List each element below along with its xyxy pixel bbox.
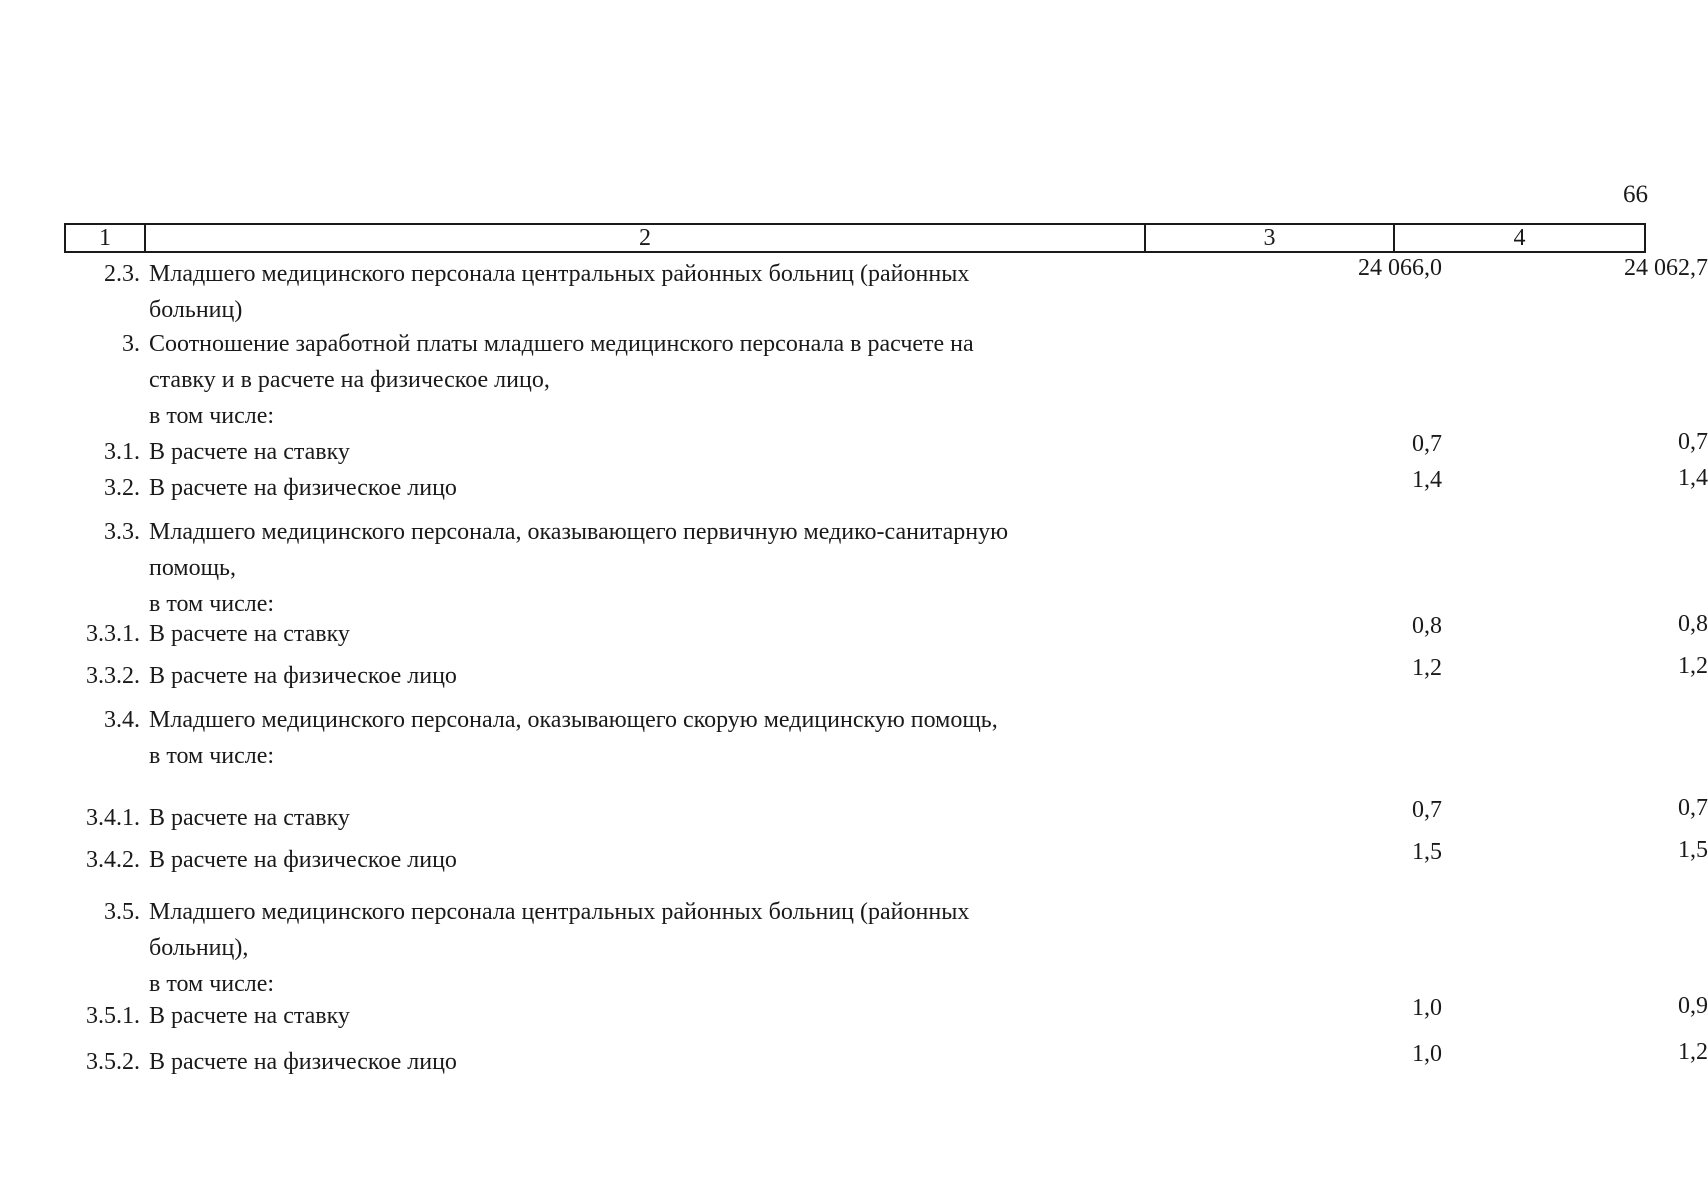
row-col4-value: 0,7 [1678,795,1708,821]
row-number: 3.1. [104,439,140,465]
row-col4-value: 24 062,7 [1624,255,1708,281]
row-number: 3.3.2. [86,663,140,689]
row-description [149,470,1159,506]
row-line: Младшего медицинского персонала, оказывающего первичную медико-санитарную [149,519,1009,545]
row-line: В расчете на ставку [149,439,350,465]
row-line: В расчете на физическое лицо [149,1049,457,1075]
row-description [149,702,1159,774]
row-col4-value: 1,2 [1678,653,1708,679]
row-col4-value: 1,5 [1678,837,1708,863]
row-description [149,894,1159,1002]
row-col4-value: 0,9 [1678,993,1708,1019]
row-line: В расчете на ставку [149,1003,350,1029]
header-col-3: 3 [1144,225,1393,251]
row-number: 3. [122,331,140,357]
row-line: помощь, [149,555,236,581]
row-col3-value: 24 066,0 [1358,255,1442,281]
row-line: Младшего медицинского персонала центральных районных больниц (районных [149,899,970,925]
row-line: в том числе: [149,403,275,429]
row-line: Соотношение заработной платы младшего медицинского персонала в расчете на [149,331,974,357]
row-line: в том числе: [149,743,275,769]
row-col4-value: 0,8 [1678,611,1708,637]
row-description [149,514,1159,622]
row-number: 3.4. [104,707,140,733]
row-number: 3.5.2. [86,1049,140,1075]
row-description [149,1044,1159,1080]
row-line: В расчете на ставку [149,805,350,831]
row-line: больниц), [149,935,249,961]
row-number: 3.4.1. [86,805,140,831]
row-line: ставку и в расчете на физическое лицо, [149,367,550,393]
row-col3-value: 1,5 [1412,839,1442,865]
row-description [149,434,1159,470]
header-col-1: 1 [99,225,111,251]
row-col3-value: 1,2 [1412,655,1442,681]
row-line: Младшего медицинского персонала центральных районных больниц (районных [149,261,970,287]
table-header [64,223,1646,253]
row-description [149,800,1159,836]
row-description [149,326,1159,434]
row-col3-value: 1,0 [1412,995,1442,1021]
row-line: В расчете на физическое лицо [149,847,457,873]
row-number: 3.3.1. [86,621,140,647]
row-number: 3.5. [104,899,140,925]
row-col3-value: 1,4 [1412,467,1442,493]
row-line: в том числе: [149,971,275,997]
header-col-2: 2 [144,225,1144,251]
row-col3-value: 0,7 [1412,797,1442,823]
row-col4-value: 1,2 [1678,1039,1708,1065]
row-line: в том числе: [149,591,275,617]
row-col3-value: 1,0 [1412,1041,1442,1067]
row-line: Младшего медицинского персонала, оказывающего скорую медицинскую помощь, [149,707,998,733]
row-number: 3.2. [104,475,140,501]
row-description [149,998,1159,1034]
row-col4-value: 0,7 [1678,429,1708,455]
row-line: В расчете на ставку [149,621,350,647]
row-col3-value: 0,7 [1412,431,1442,457]
row-description [149,658,1159,694]
row-number: 2.3. [104,261,140,287]
row-number: 3.5.1. [86,1003,140,1029]
row-description [149,842,1159,878]
row-col3-value: 0,8 [1412,613,1442,639]
row-line: В расчете на физическое лицо [149,475,457,501]
header-col-4: 4 [1393,225,1644,251]
row-line: В расчете на физическое лицо [149,663,457,689]
row-line: больниц) [149,297,243,323]
row-number: 3.3. [104,519,140,545]
page-number: 66 [1623,181,1648,208]
row-description [149,616,1159,652]
row-col4-value: 1,4 [1678,465,1708,491]
row-description [149,256,1159,328]
row-number: 3.4.2. [86,847,140,873]
